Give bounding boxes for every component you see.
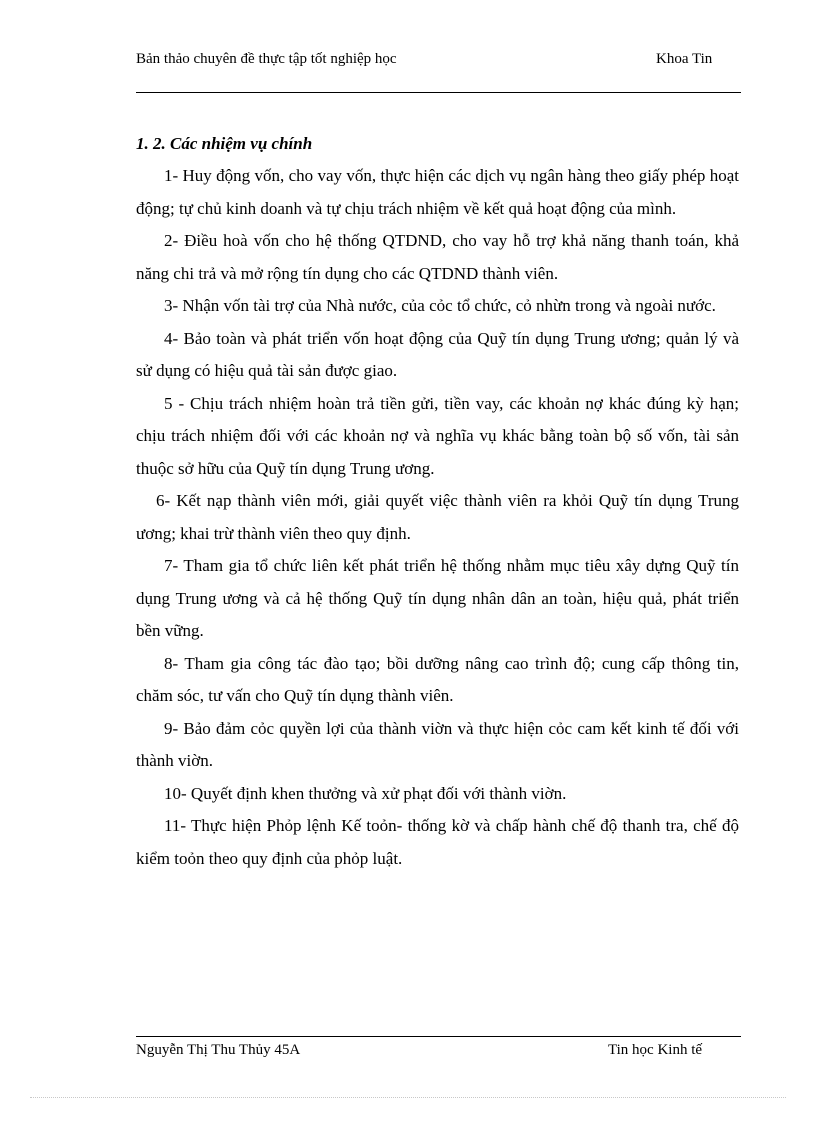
paragraph-6: 6- Kết nạp thành viên mới, giải quyết việc thành viên ra khỏi Quỹ tín dụng Trung ương; khai trừ thành viên theo quy định.	[136, 491, 739, 543]
paragraph-4: 4- Bảo toàn và phát triển vốn hoạt động của Quỹ tín dụng Trung ương; quản lý và sử dụng có hiệu quả tài sản được giao.	[136, 328, 739, 380]
section-title: 1. 2. Các nhiệm vụ chính	[136, 134, 313, 153]
paragraph-5: 5 - Chịu trách nhiệm hoàn trả tiền gửi, tiền vay, các khoản nợ khác đúng kỳ hạn; chịu trách nhiệm đối với các khoản nợ và nghĩa vụ khác bằng toàn bộ số vốn, tài sản thuộc sở hữu của Quỹ tín dụng Trung ương.	[136, 393, 739, 478]
footer-author: Nguyễn Thị Thu Thủy 45A	[136, 1042, 301, 1058]
page-footer	[136, 1036, 741, 1058]
paragraph-2: 2- Điều hoà vốn cho hệ thống QTDND, cho vay hỗ trợ khả năng thanh toán, khả năng chi trả và mở rộng tín dụng cho các QTDND thành viên.	[136, 231, 739, 283]
paragraph-8: 8- Tham gia công tác đào tạo; bồi dưỡng nâng cao trình độ; cung cấp thông tin, chăm sóc, tư vấn cho Quỹ tín dụng thành viên.	[136, 653, 739, 705]
page-bottom-divider	[30, 1097, 786, 1098]
paragraph-9: 9- Bảo đảm cỏc quyền lợi của thành viờn và thực hiện cỏc cam kết kinh tế đối với thành viờn.	[136, 718, 739, 770]
header-document-title: Bản thảo chuyên đề thực tập tốt nghiệp học	[136, 51, 397, 67]
page-header	[136, 50, 741, 93]
header-faculty: Khoa Tin	[656, 51, 713, 67]
paragraph-10: 10- Quyết định khen thưởng và xử phạt đối với thành viờn.	[164, 783, 567, 803]
paragraph-7: 7- Tham gia tổ chức liên kết phát triển hệ thống nhằm mục tiêu xây dựng Quỹ tín dụng Trung ương và cả hệ thống Quỹ tín dụng nhân dân an toàn, hiệu quả, phát triển bền vững.	[136, 556, 739, 640]
footer-major: Tin học Kinh tế	[608, 1042, 703, 1058]
paragraph-1: 1- Huy động vốn, cho vay vốn, thực hiện các dịch vụ ngân hàng theo giấy phép hoạt động; tự chủ kinh doanh và tự chịu trách nhiệm về kết quả hoạt động của mình.	[136, 166, 739, 218]
paragraph-11: 11- Thực hiện Phỏp lệnh Kế toỏn- thống kờ và chấp hành chế độ thanh tra, chế độ kiểm toỏn theo quy định của phỏp luật.	[136, 816, 739, 868]
body-text	[136, 160, 739, 875]
paragraph-3: 3- Nhận vốn tài trợ của Nhà nước, của cỏc tổ chức, cỏ nhừn trong và ngoài nước.	[164, 296, 716, 315]
